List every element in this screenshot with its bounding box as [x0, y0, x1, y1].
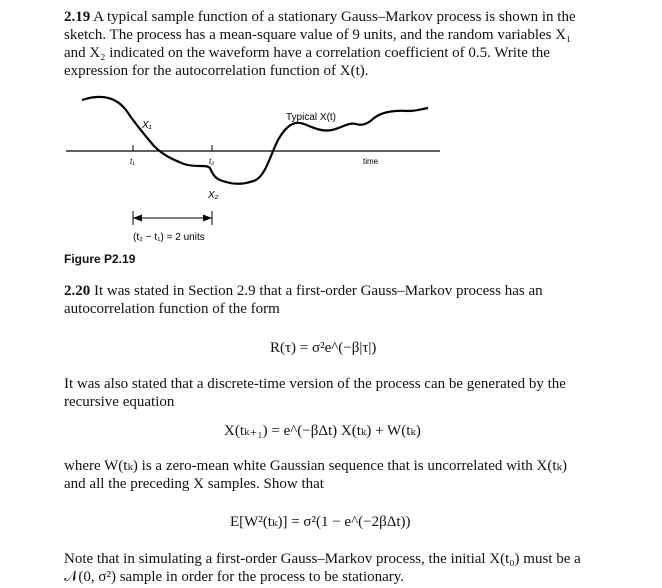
- problem-text-4: Note that in simulating a first-order Gauss–Markov process, the initial X(t₀) must be a 𝒩(0, σ²) sample in order for the process to be stationary.: [64, 551, 581, 585]
- figure-caption: Figure P2.19: [64, 252, 136, 266]
- equation-text: R(τ) = σ²e^(−β|τ|): [270, 340, 377, 356]
- label-interval: (t₂ − t₁) = 2 units: [133, 232, 205, 243]
- paragraph-recursive: [64, 375, 590, 411]
- equation-autocorrelation: [270, 340, 376, 357]
- problem-text-3: where W(tₖ) is a zero-mean white Gaussian sequence that is uncorrelated with X(tₖ) and all the preceding X samples. Show that: [64, 458, 567, 492]
- problem-2-19: [64, 8, 590, 80]
- label-time: time: [363, 157, 379, 166]
- equation-text: E[W²(tₖ)] = σ²(1 − e^(−2βΔt)): [230, 514, 411, 530]
- figure-p2-19: [60, 88, 450, 248]
- problem-2-20: [64, 282, 590, 318]
- label-typical: Typical X(t): [286, 112, 337, 123]
- label-x1: X₁: [142, 120, 152, 131]
- problem-text-2: It was also stated that a discrete-time version of the process can be generated by the recursive equation: [64, 376, 566, 410]
- equation-recursive: [224, 421, 421, 440]
- paragraph-note: [64, 550, 590, 586]
- problem-number: 2.19: [64, 9, 91, 25]
- problem-text: A typical sample function of a stationary Gauss–Markov process is shown in the sketch. The process has a mean-square value of 9 units, and the random variables X₁ and X₂ indicated on the waveform have a correlation coefficient of 0.5. Write the expression for the autocorrelation function of X(t).: [64, 9, 576, 79]
- equation-text: X(tₖ₊₁) = e^(−βΔt) X(tₖ) + W(tₖ): [224, 423, 421, 439]
- waveform: [82, 97, 428, 184]
- paragraph-white-sequence: [64, 457, 590, 493]
- equation-variance: [230, 512, 411, 531]
- problem-number: 2.20: [64, 283, 91, 299]
- label-t2: t₂: [209, 157, 215, 166]
- interval-arrow-left: [133, 215, 142, 222]
- interval-arrow-right: [203, 215, 212, 222]
- label-t1: t₁: [130, 157, 135, 166]
- problem-text-1: It was stated in Section 2.9 that a first-order Gauss–Markov process has an autocorrelation function of the form: [64, 283, 543, 317]
- label-x2: X₂: [208, 190, 219, 201]
